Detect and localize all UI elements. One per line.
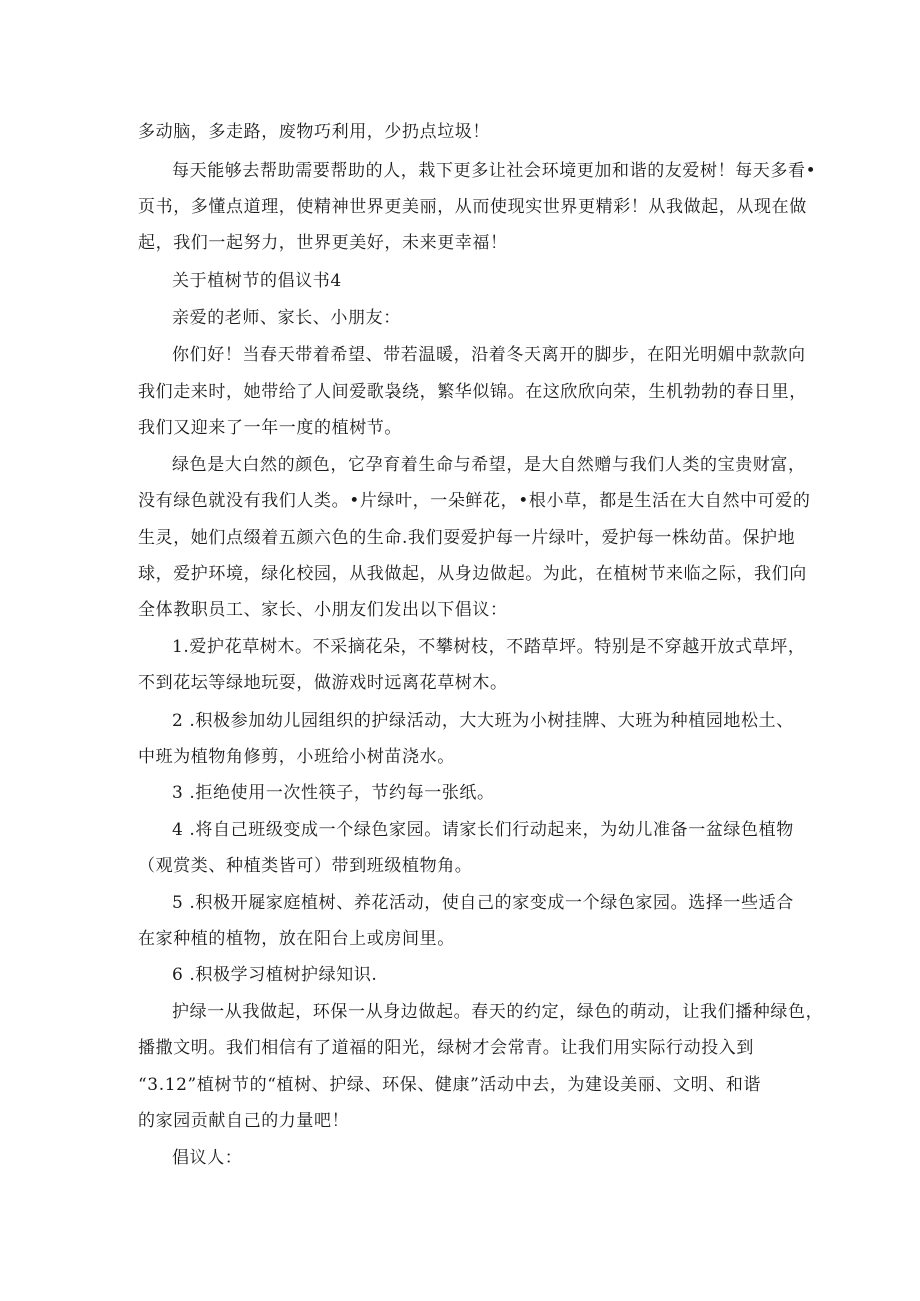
list-item-text: 5 .积极开屣家庭植树、养花活动，使自己的家变成一个绿色家园。选择一些适合 [172,893,794,913]
text-line: 护绿一从我做起，环保一从身边做起。春天的约定，绿色的萌动，让我们播种绿色， [172,1002,824,1022]
text-line: 播撒文明。我们相信有了道福的阳光，绿树才会常青。让我们用实际行动投入到 [138,1038,754,1058]
text-line: 我们走来时，她带给了人间爱歌袅绕，繁华似锦。在这欣欣向荣，生机勃勃的春日里， [138,382,807,402]
list-item-text: 2 .积极参加幼儿园组织的护绿活动，大大班为小树挂牌、大班为种植园地松土、 [172,711,794,731]
text-line: 每天能够去帮助需要帮助的人，栽下更多让社会环境更加和谐的友爱树！每天多看• [172,161,817,181]
list-item-text: 1.爱护花草树木。不采摘花朵，不攀树枝，不踏草坪。特别是不穿越开放式草坪， [172,637,806,657]
text-line: 在家种植的植物，放在阳台上或房间里。 [138,929,455,949]
text-line: 的家园贡献自己的力量吧！ [138,1111,350,1131]
text-line: 全体教职员工、家长、小朋友们发出以下倡议： [138,600,508,620]
text-line: 绿色是大白然的颜色，它孕育着生命与希望，是大自然赠与我们人类的宝贵财富， [172,455,806,475]
list-item-text: 3 .拒绝使用一次性筷子，节约每一张纸。 [172,783,495,803]
text-line: 我们又迎来了一年一度的植树节。 [138,418,402,438]
salutation: 亲爱的老师、家长、小朋友： [172,308,401,328]
text-line: 起，我们一起努力，世界更美好，未来更幸福！ [138,233,508,253]
list-item-text: 6 .积极学习植树护绿知识. [172,965,378,985]
section-title: 关于植树节的倡议书4 [172,271,342,291]
text-line: （观赏类、种植类皆可）带到班级植物角。 [138,856,473,876]
text-line: 不到花坛等绿地玩耍，做游戏时远离花草树木。 [138,673,508,693]
text-line: 多动脑，多走路，废物巧利用，少扔点垃圾！ [138,122,490,142]
list-item-text: 4 .将自己班级变成一个绿色家园。请家长们行动起来，为幼儿准备一盆绿色植物 [172,820,794,840]
text-line: 你们好！当春天带着希望、带若温暖，沿着冬天离开的脚步，在阳光明媚中款款向 [172,345,806,365]
signature-label: 倡议人： [172,1148,243,1168]
text-line: 页书，多懂点道理，使精神世界更美丽，从而使现实世界更精彩！从我做起，从现在做 [138,197,807,217]
text-line: 球，爱护环境，绿化校园，从我做起，从身边做起。为此，在植树节来临之际，我们向 [138,564,807,584]
text-line: 生灵，她们点缀着五颜六色的生命.我们耍爱护每一片绿叶，爱护每一株幼苗。保护地 [138,528,796,548]
text-line: “3.12”植树节的“植树、护绿、环保、健康”活动中去，为建设美丽、文明、和谐 [138,1075,762,1095]
text-line: 中班为植物角修剪，小班给小树苗浇水。 [138,747,455,767]
text-line: 没有绿色就没有我们人类。•片绿叶，一朵鲜花，•根小草，都是生活在大自然中可爱的 [138,491,811,511]
